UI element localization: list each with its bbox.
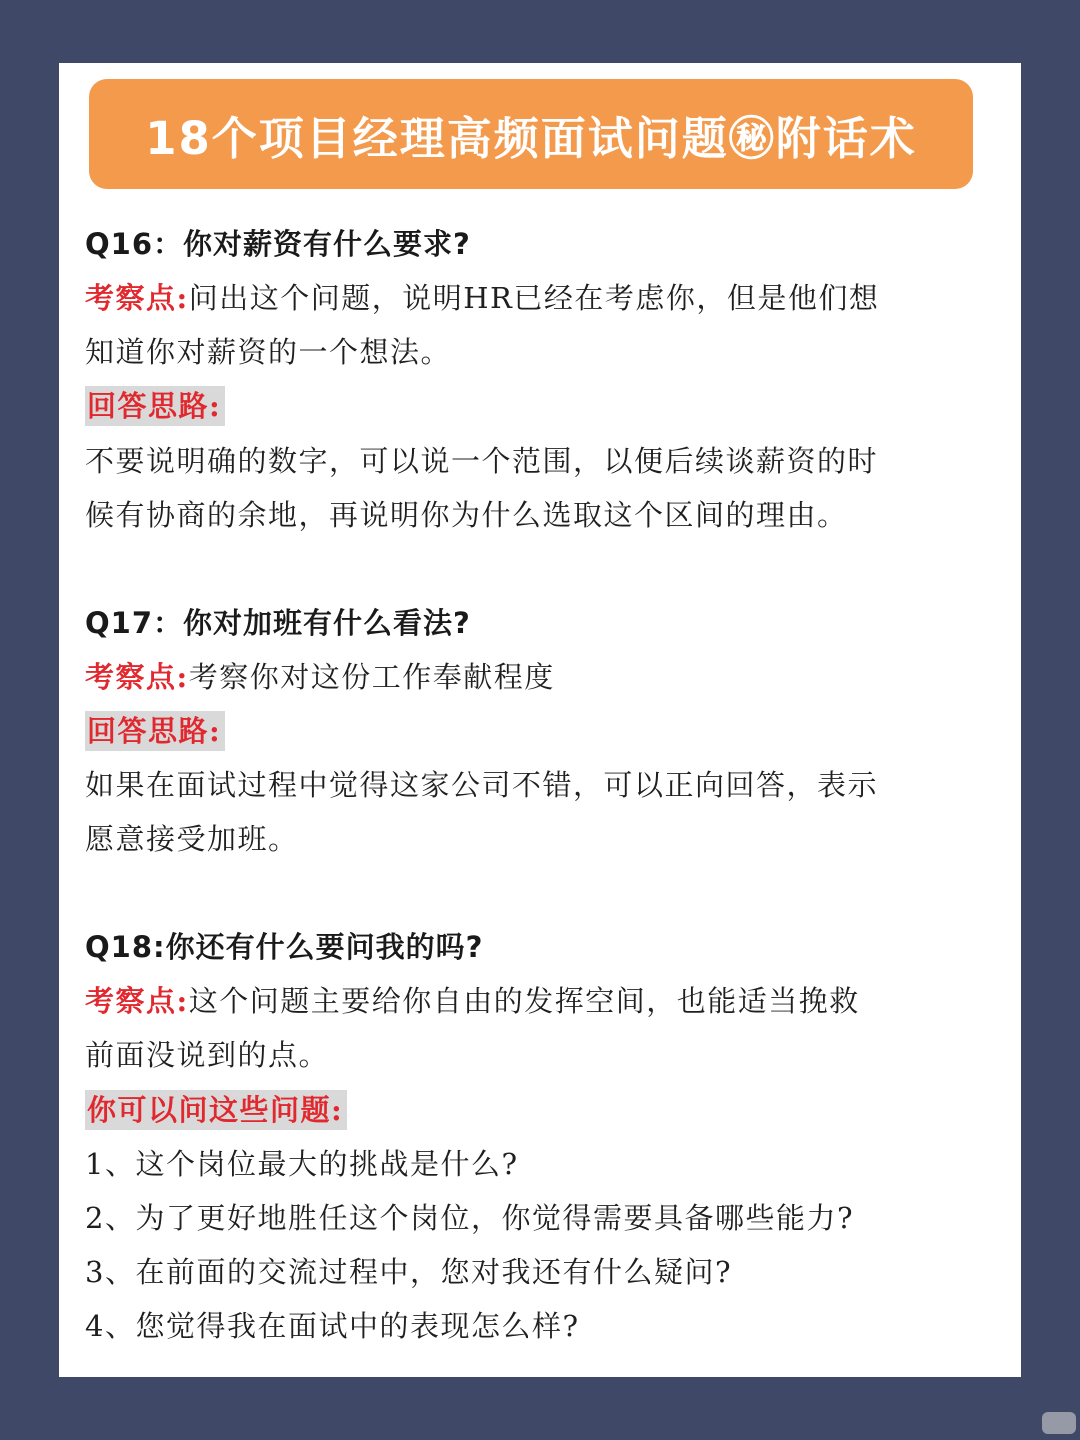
title-banner — [89, 79, 973, 189]
q18-point-text-2: 前面没说到的点。 — [85, 1038, 330, 1072]
watermark-badge — [1042, 1412, 1076, 1434]
q16-answer-label-row — [85, 386, 995, 426]
q16-point — [85, 278, 995, 318]
q17-point-text-1: 考察你对这份工作奉献程度 — [188, 660, 555, 694]
q18-point-label: 考察点: — [85, 984, 189, 1018]
q16-answer-text-1: 不要说明确的数字，可以说一个范围，以便后续谈薪资的时 — [85, 444, 879, 478]
q17-question: Q17：你对加班有什么看法? — [85, 606, 471, 640]
list-item: 4、您觉得我在面试中的表现怎么样? — [85, 1309, 580, 1343]
list-item: 1、这个岗位最大的挑战是什么? — [85, 1147, 519, 1181]
q16-answer-text-2: 候有协商的余地，再说明你为什么选取这个区间的理由。 — [85, 498, 848, 532]
q18-ask-label-row — [85, 1090, 995, 1130]
q16-point-label: 考察点: — [85, 281, 189, 315]
q18-question: Q18:你还有什么要问我的吗? — [85, 930, 484, 964]
q17-answer-text-2: 愿意接受加班。 — [85, 822, 299, 856]
q17-answer-label-row — [85, 711, 995, 751]
q17-point — [85, 657, 995, 697]
q16-point-text-1: 问出这个问题，说明HR已经在考虑你，但是他们想 — [188, 281, 880, 315]
q18-point — [85, 981, 995, 1021]
q17-point-label: 考察点: — [85, 660, 189, 694]
q16-point-text-2: 知道你对薪资的一个想法。 — [85, 335, 452, 369]
q17-answer-label: 回答思路: — [85, 711, 225, 751]
content-card — [59, 63, 1021, 1377]
q16-question: Q16：你对薪资有什么要求? — [85, 227, 471, 261]
page-title: 18个项目经理高频面试问题㊙附话术 — [145, 111, 917, 165]
q18-point-text-1: 这个问题主要给你自由的发挥空间，也能适当挽救 — [188, 984, 860, 1018]
list-item: 2、为了更好地胜任这个岗位，你觉得需要具备哪些能力? — [85, 1201, 854, 1235]
q16-answer-label: 回答思路: — [85, 386, 225, 426]
q17-answer-text-1: 如果在面试过程中觉得这家公司不错，可以正向回答，表示 — [85, 768, 879, 802]
q18-ask-label: 你可以问这些问题: — [85, 1090, 347, 1130]
list-item: 3、在前面的交流过程中，您对我还有什么疑问? — [85, 1255, 732, 1289]
